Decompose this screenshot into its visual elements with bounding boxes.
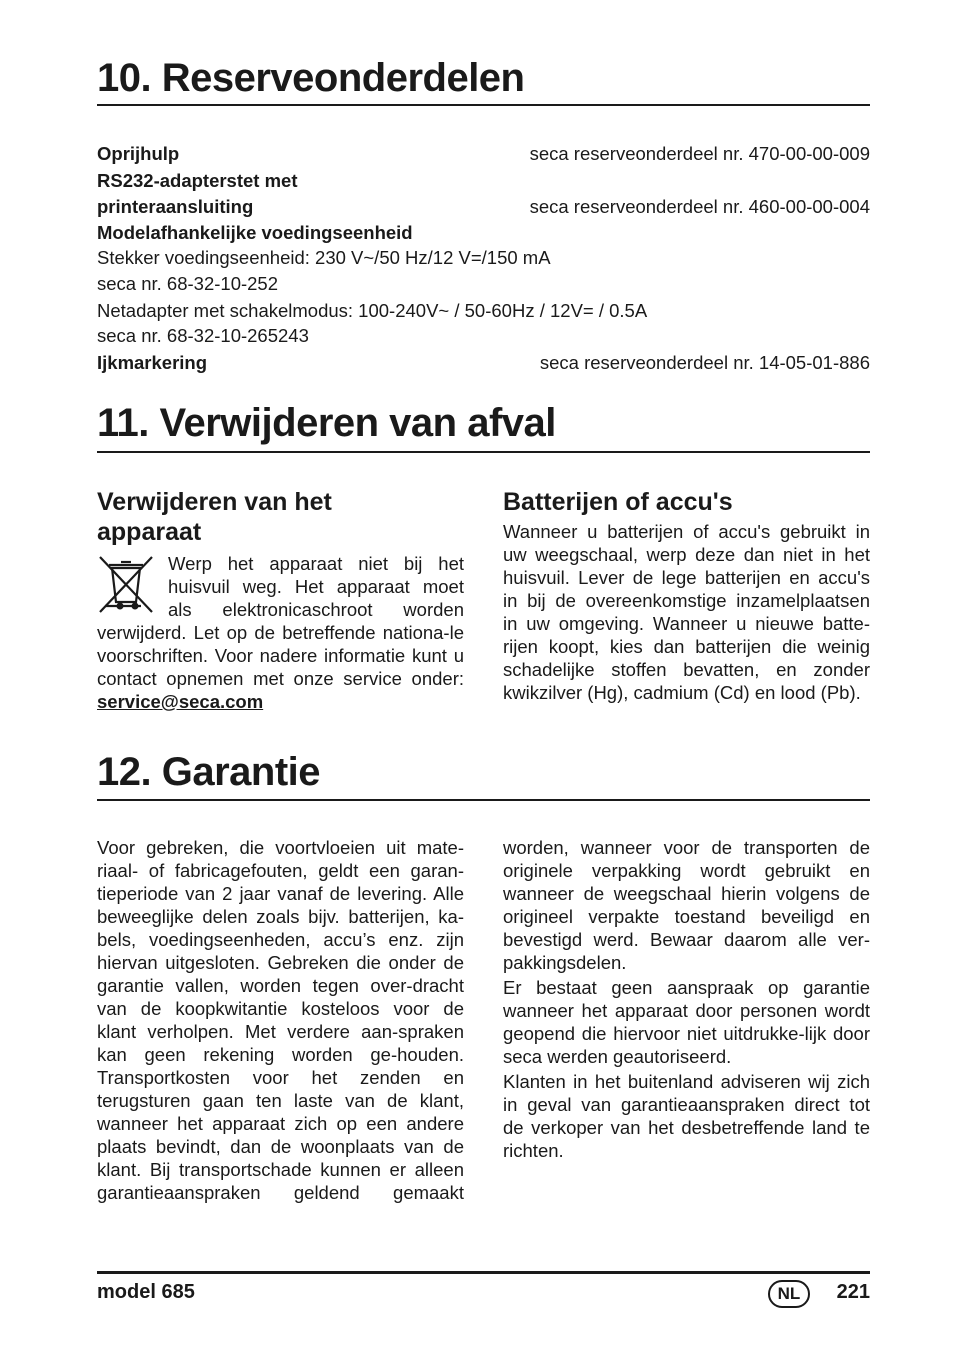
spare-part-row-rs232 — [97, 194, 870, 220]
spare-part-label: printeraansluiting — [97, 196, 254, 217]
spare-part-detail — [97, 245, 870, 271]
spare-part-row-rs232-label — [97, 168, 870, 194]
text-line: als elektronicaschroot worden — [168, 599, 464, 620]
section-10-title: 10. Reserveonderdelen — [97, 56, 525, 100]
batteries-heading: Batterijen of accu's — [503, 488, 733, 516]
heading-line: apparaat — [97, 518, 202, 546]
netadapter-spec: Netadapter met schakelmodus: 100-240V~ / 50-60Hz / 12V= / 0.5A — [97, 300, 648, 321]
section-10-rule — [97, 104, 870, 106]
text-line: huisvuil weg. Het apparaat moet — [168, 576, 464, 597]
disposal-device-text-top — [168, 552, 464, 621]
spare-part-label: Ijkmarkering — [97, 352, 208, 373]
netadapter-number: seca nr. 68-32-10-265243 — [97, 325, 309, 346]
spare-part-label: RS232-adapterstet met — [97, 170, 298, 191]
section-11-title: 11. Verwijderen van afval — [97, 401, 556, 445]
section-12-title: 12. Garantie — [97, 750, 321, 794]
spare-part-row-power-label — [97, 220, 870, 246]
heading-line: Verwijderen van het — [97, 488, 332, 516]
spare-part-label: Modelafhankelijke voedingseenheid — [97, 222, 413, 243]
warranty-paragraph: Klanten in het buitenland adviseren wij zich in geval van garantieaanspraken direct tot de verkoper van het desbetreffende land te richten. — [503, 1071, 870, 1161]
crossed-out-wheelie-bin-icon — [97, 554, 155, 616]
disposal-device-text — [97, 621, 464, 713]
footer-rule — [97, 1271, 870, 1274]
spare-part-number: seca reserveonderdeel nr. 470-00-00-009 — [529, 143, 870, 164]
spare-part-detail — [97, 323, 870, 349]
spare-part-detail — [97, 298, 870, 324]
disposal-device-heading — [97, 487, 464, 547]
text-line: Werp het apparaat niet bij het — [168, 553, 464, 574]
service-email-link[interactable]: service@seca.com — [97, 691, 264, 712]
warranty-paragraph: Er bestaat geen aanspraak op garantie wanneer het apparaat door personen wordt geopend die hiervoor niet uitdrukke-lijk door seca werden geautoriseerd. — [503, 977, 870, 1067]
power-supply-number: seca nr. 68-32-10-252 — [97, 273, 279, 294]
section-12-rule — [97, 799, 870, 801]
spare-part-label: Oprijhulp — [97, 143, 180, 164]
warranty-paragraph: worden, wanneer voor de transporten de originele verpakking wordt gebruikt en wanneer de weegschaal hierin volgens de origineel verpakte toestand beveiligd en bevestigd werd. Bewaar daarom alle ver-pakkingsdelen. — [503, 837, 870, 973]
spare-part-number: seca reserveonderdeel nr. 460-00-00-004 — [529, 196, 870, 217]
model-label: model 685 — [97, 1281, 195, 1303]
power-supply-spec: Stekker voedingseenheid: 230 V~/50 Hz/12 V=/150 mA — [97, 247, 551, 268]
batteries-text: Wanneer u batterijen of accu's gebruikt in uw weegschaal, werp deze dan niet in het huisvuil. Lever de lege batterijen en accu's in bij de overeenkomstige inzamelplaatsen in uw omgeving. Wanneer u nieuwe batte-rijen koopt, kies dan batterijen die weinig schadelijke stoffen bevatten, en zonder kwikzilver (Hg), cadmium (Cd) en lood (Pb). — [503, 521, 870, 703]
section-11-rule — [97, 451, 870, 453]
spare-part-detail — [97, 271, 870, 297]
warranty-text-right — [503, 836, 870, 1162]
spare-part-row-ijkmarkering — [97, 350, 870, 376]
language-badge: NL — [768, 1280, 810, 1308]
spare-part-number: seca reserveonderdeel nr. 14-05-01-886 — [539, 352, 870, 373]
disposal-body: verwijderd. Let op de betreffende nationa-le voorschriften. Voor nadere informatie kunt u contact opnemen met onze service onder: — [97, 622, 464, 689]
warranty-text-left: Voor gebreken, die voortvloeien uit mate-riaal- of fabricagefouten, geldt een garan-tieperiode van 2 jaar vanaf de levering. Alle beweeglijke delen zoals bijv. batterijen, ka-bels, voedingseenheden, accu’s enz. zijn hiervan uitgesloten. Gebreken die onder de garantie vallen, worden tegen over-dracht van de koopkwitantie kosteloos voor de klant verholpen. Met verdere aan-spraken kan geen rekening worden ge-houden. Transportkosten voor het zenden en terugsturen gaan ten laste van de klant, wanneer het apparaat zich op een andere plaats bevindt, dan de woonplaats van de klant. Bij transportschade kunnen er alleen garantieaanspraken geldend gemaakt — [97, 837, 464, 1203]
spare-part-row-oprijhulp — [97, 141, 870, 167]
page-number: 221 — [836, 1281, 870, 1303]
